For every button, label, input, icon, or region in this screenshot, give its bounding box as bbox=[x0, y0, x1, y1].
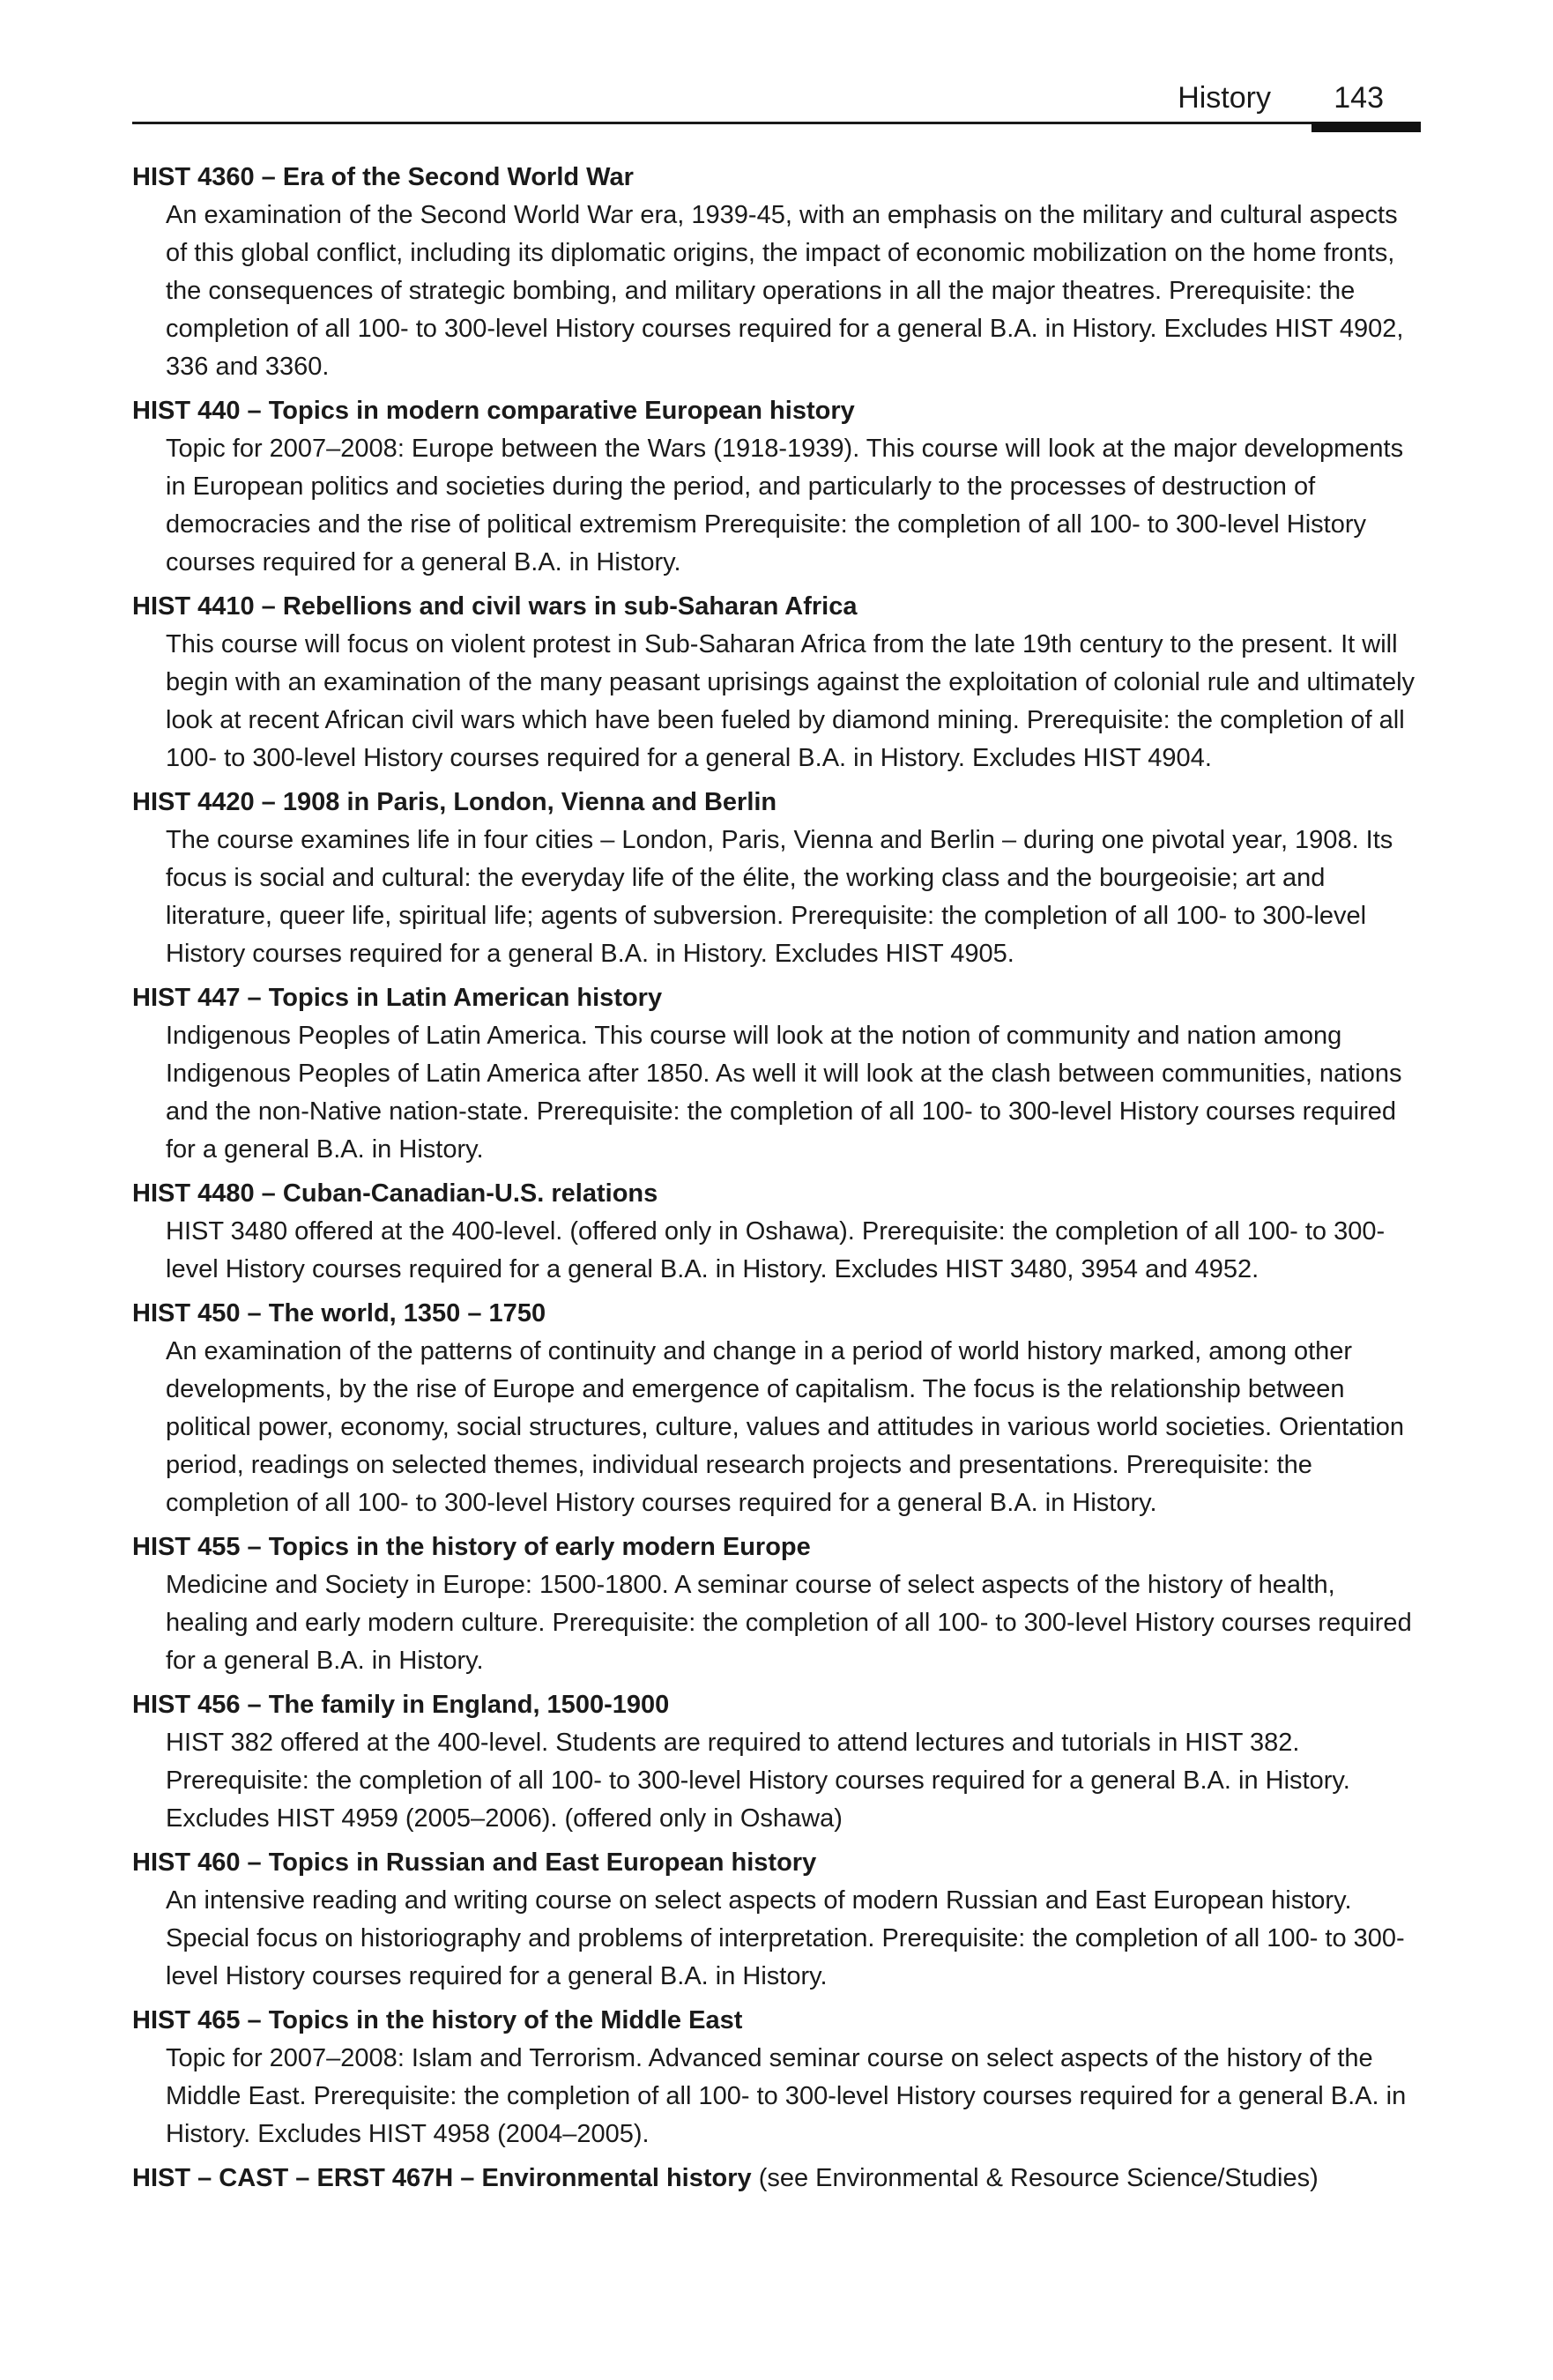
course-description: HIST 382 offered at the 400-level. Students are required to attend lectures and tutorials in HIST 382. Prerequisite: the completion of all 100- to 300-level History courses required for a general B.A. in History. Excludes HIST 4959 (2005–2006). (offered only in Oshawa) bbox=[166, 1729, 1350, 1833]
course-entry bbox=[132, 784, 1421, 973]
cross-listed-course bbox=[132, 2160, 1421, 2198]
course-description: Medicine and Society in Europe: 1500-1800. A seminar course of select aspects of the history of health, healing and early modern culture. Prerequisite: the completion of all 100- to 300-level History courses required for a general B.A. in History. bbox=[166, 1571, 1412, 1675]
course-description: Topic for 2007–2008: Islam and Terrorism. Advanced seminar course on select aspects of the history of the Middle East. Prerequisite: the completion of all 100- to 300-level History courses required for a general B.A. in History. Excludes HIST 4958 (2004–2005). bbox=[166, 2044, 1407, 2148]
course-entry bbox=[132, 159, 1421, 386]
course-description: HIST 3480 offered at the 400-level. (offered only in Oshawa). Prerequisite: the completion of all 100- to 300-level History courses required for a general B.A. in History. Excludes HIST 3480, 3954 and 4952. bbox=[166, 1217, 1386, 1283]
course-entry bbox=[132, 979, 1421, 1169]
course-title: HIST 4480 – Cuban-Canadian-U.S. relations bbox=[132, 1179, 658, 1208]
course-description: The course examines life in four cities – London, Paris, Vienna and Berlin – during one pivotal year, 1908. Its focus is social and cultural: the everyday life of the élite, the working class and the bourgeoisie; art and literature, queer life, spiritual life; agents of subversion. Prerequisite: the completion of all 100- to 300-level History courses required for a general B.A. in History. Excludes HIST 4905. bbox=[166, 826, 1393, 968]
header-tab-bar bbox=[1312, 122, 1421, 132]
course-entry bbox=[132, 392, 1421, 582]
course-entry bbox=[132, 2002, 1421, 2153]
page-number: 143 bbox=[1334, 81, 1384, 115]
cross-reference-note: (see Environmental & Resource Science/Studies) bbox=[751, 2164, 1319, 2192]
course-description: An examination of the patterns of continuity and change in a period of world history marked, among other developments, by the rise of Europe and emergence of capitalism. The focus is the relationship between political power, economy, social structures, culture, values and attitudes in various world societies. Orientation period, readings on selected themes, individual research projects and presentations. Prerequisite: the completion of all 100- to 300-level History courses required for a general B.A. in History. bbox=[166, 1337, 1405, 1517]
course-description: Indigenous Peoples of Latin America. This course will look at the notion of community and nation among Indigenous Peoples of Latin America after 1850. As well it will look at the clash between communities, nations and the non-Native nation-state. Prerequisite: the completion of all 100- to 300-level History courses required for a general B.A. in History. bbox=[166, 1022, 1402, 1164]
course-description: An examination of the Second World War era, 1939-45, with an emphasis on the military and cultural aspects of this global conflict, including its diplomatic origins, the impact of economic mobilization on the home fronts, the consequences of strategic bombing, and military operations in all the major theatres. Prerequisite: the completion of all 100- to 300-level History courses required for a general B.A. in History. Excludes HIST 4902, 336 and 3360. bbox=[166, 201, 1404, 381]
course-title: HIST 455 – Topics in the history of early modern Europe bbox=[132, 1533, 811, 1561]
course-description: This course will focus on violent protest in Sub-Saharan Africa from the late 19th century to the present. It will begin with an examination of the many peasant uprisings against the exploitation of colonial rule and ultimately look at recent African civil wars which have been fueled by diamond mining. Prerequisite: the completion of all 100- to 300-level History courses required for a general B.A. in History. Excludes HIST 4904. bbox=[166, 630, 1416, 772]
header-rule bbox=[132, 122, 1421, 124]
course-listing bbox=[132, 159, 1421, 2198]
course-title: HIST 4410 – Rebellions and civil wars in sub-Saharan Africa bbox=[132, 592, 858, 621]
course-title: HIST 440 – Topics in modern comparative European history bbox=[132, 397, 855, 425]
course-title: HIST 450 – The world, 1350 – 1750 bbox=[132, 1299, 546, 1328]
course-title: HIST 460 – Topics in Russian and East European history bbox=[132, 1848, 817, 1877]
course-entry bbox=[132, 1686, 1421, 1838]
course-title: HIST – CAST – ERST 467H – Environmental history bbox=[132, 2164, 752, 2192]
running-header-section: History bbox=[1178, 81, 1271, 115]
course-title: HIST 465 – Topics in the history of the Middle East bbox=[132, 2006, 743, 2034]
course-entry bbox=[132, 1295, 1421, 1522]
course-entry bbox=[132, 1844, 1421, 1996]
course-description: An intensive reading and writing course on select aspects of modern Russian and East European history. Special focus on historiography and problems of interpretation. Prerequisite: the completion of all 100- to 300-level History courses required for a general B.A. in History. bbox=[166, 1886, 1405, 1990]
course-entry bbox=[132, 1528, 1421, 1680]
course-title: HIST 447 – Topics in Latin American history bbox=[132, 984, 663, 1012]
course-title: HIST 4360 – Era of the Second World War bbox=[132, 163, 634, 191]
course-entry bbox=[132, 588, 1421, 777]
page-header bbox=[132, 69, 1421, 132]
course-title: HIST 456 – The family in England, 1500-1900 bbox=[132, 1691, 670, 1719]
course-title: HIST 4420 – 1908 in Paris, London, Vienna and Berlin bbox=[132, 788, 777, 816]
course-description: Topic for 2007–2008: Europe between the Wars (1918-1939). This course will look at the major developments in European politics and societies during the period, and particularly to the processes of destruction of democracies and the rise of political extremism Prerequisite: the completion of all 100- to 300-level History courses required for a general B.A. in History. bbox=[166, 435, 1404, 576]
course-entry bbox=[132, 1175, 1421, 1289]
